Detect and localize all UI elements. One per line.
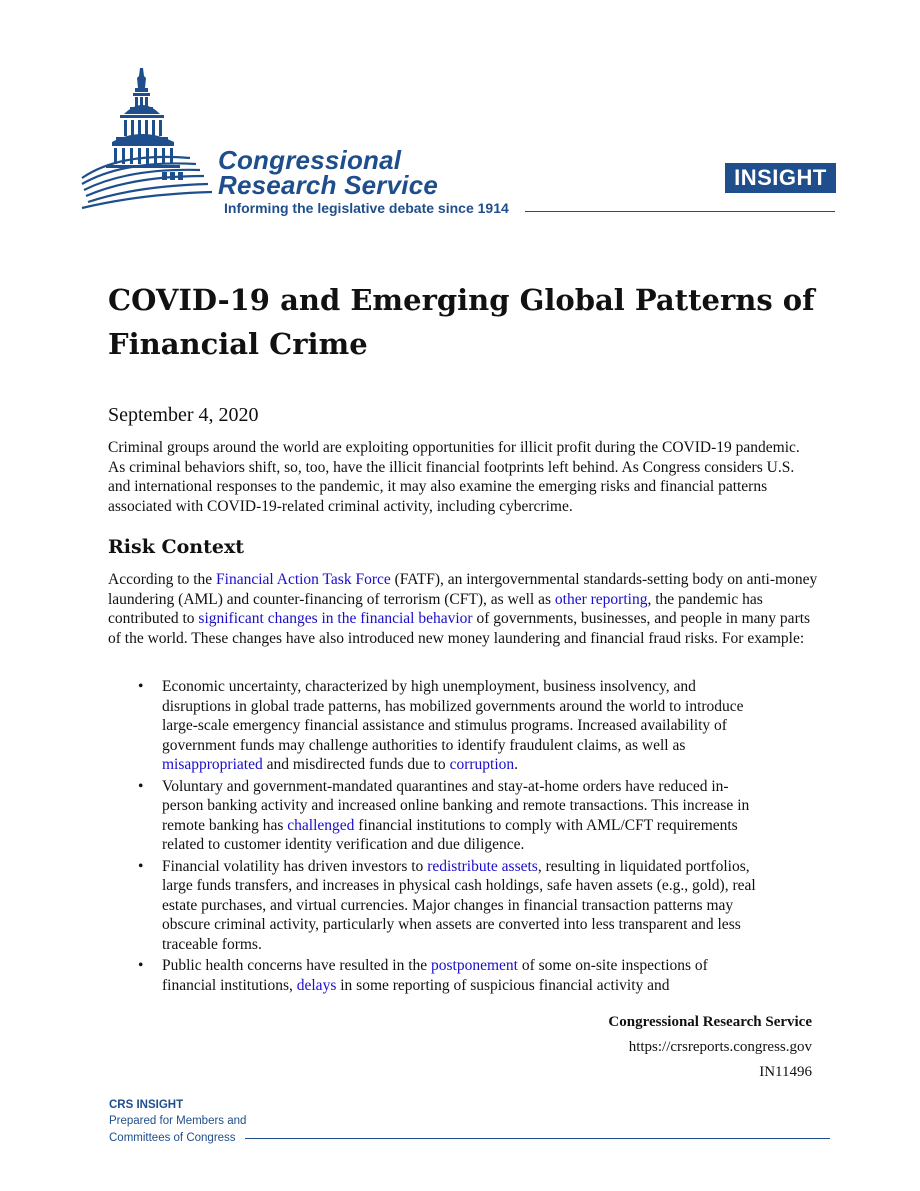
text-span: Voluntary and government-mandated quarantines and stay-at-home orders have reduced in-person banking activity and increased online banking and remote transactions. This increase in remote banking has — [162, 777, 750, 834]
text-span: and misdirected funds due to — [262, 756, 450, 773]
text-span: Economic uncertainty, characterized by high unemployment, business insolvency, and disruptions in global trade patterns, has mobilized governments around the world to introduce large-scale emergency financial assistance and stimulus programs. Increased availability of government funds may challenge authorities to identify fraudulent claims, as well as — [162, 678, 744, 754]
footer-rule — [245, 1138, 830, 1139]
text-span: (FATF), an intergovernmental standards-setting body on anti-money laundering (AML) and counter-financing of terrorism (CFT), as well as — [108, 571, 818, 608]
link-challenged[interactable]: challenged — [287, 816, 355, 834]
bullet-list — [108, 677, 758, 997]
tagline: Informing the legislative debate since 1914 — [224, 200, 509, 216]
link-delays[interactable]: delays — [296, 976, 337, 994]
bullet-item — [108, 677, 758, 775]
crs-insight-label: CRS INSIGHT — [109, 1099, 184, 1111]
text-span: in some reporting of suspicious financial activity and — [336, 976, 670, 994]
text-span: of governments, businesses, and people in many parts of the world. These changes have also introduced new money laundering and financial fraud risks. For example: — [108, 610, 811, 647]
title-line-1: COVID-19 and Emerging Global Patterns of — [108, 283, 815, 317]
text-span: , the pandemic has contributed to — [108, 590, 763, 627]
link-postponement[interactable]: postponement — [431, 957, 518, 974]
bullet-item — [108, 956, 758, 995]
text-span: . — [514, 756, 519, 773]
text-span: financial institutions to comply with AML/CFT requirements related to customer identity verification and due diligence. — [162, 816, 738, 853]
link-fatf[interactable]: Financial Action Task Force — [216, 571, 391, 588]
text-span: , resulting in liquidated portfolios, large funds transfers, and increases in physical cash holdings, safe haven assets (e.g., gold), real estate purchases, and virtual currencies. Major changes in financial transaction patterns may obscure criminal activity, particularly when assets are converted into less transparent and less traceable forms. — [162, 857, 756, 953]
page-title — [108, 278, 868, 366]
link-corruption[interactable]: corruption — [449, 756, 515, 773]
bullet-marker: • — [138, 957, 144, 974]
link-significant-changes[interactable]: significant changes in the financial behavior — [198, 610, 473, 627]
text-span: Financial volatility has driven investors to — [162, 857, 428, 875]
brand-name-line2: Research Service — [218, 170, 439, 200]
bullet-marker: • — [138, 777, 144, 795]
title-line-2: Financial Crime — [108, 327, 368, 361]
footer-id: IN11496 — [759, 1064, 812, 1080]
bullet-item — [108, 777, 758, 855]
text-span: of some on-site inspections of financial institutions, — [162, 957, 708, 994]
bullet-marker: • — [138, 857, 144, 875]
link-redistribute-assets[interactable]: redistribute assets — [427, 857, 538, 875]
bullet-item — [108, 857, 758, 955]
link-other-reporting[interactable]: other reporting — [554, 590, 648, 608]
footer-url[interactable]: https://crsreports.congress.gov — [628, 1039, 812, 1055]
intro-paragraph: Criminal groups around the world are exploiting opportunities for illicit profit during the COVID-19 pandemic. As criminal behaviors shift, so, too, have the illicit financial footprints left behind. As Congress considers U.S. and international responses to the pandemic, it may also examine the emerging risks and financial patterns associated with COVID-19-related criminal activity, including cybercrime. — [108, 439, 800, 515]
bullet-marker: • — [138, 678, 144, 695]
prepared-for-line1: Prepared for Members and — [109, 1115, 247, 1127]
capitol-dome-logo — [80, 66, 220, 216]
prepared-for-line2: Committees of Congress — [109, 1132, 236, 1144]
text-span: Public health concerns have resulted in the — [162, 957, 432, 974]
section-heading: Risk Context — [108, 536, 245, 558]
footer-info — [480, 1010, 812, 1085]
text-span: According to the — [108, 571, 217, 588]
footer-org: Congressional Research Service — [608, 1014, 812, 1030]
header-rule — [525, 211, 835, 212]
link-misappropriated[interactable]: misappropriated — [162, 756, 263, 773]
risk-context-paragraph — [108, 570, 820, 648]
insight-badge: INSIGHT — [725, 163, 836, 193]
publication-date: September 4, 2020 — [108, 404, 259, 426]
brand-name-line1: Congressional — [218, 145, 402, 175]
